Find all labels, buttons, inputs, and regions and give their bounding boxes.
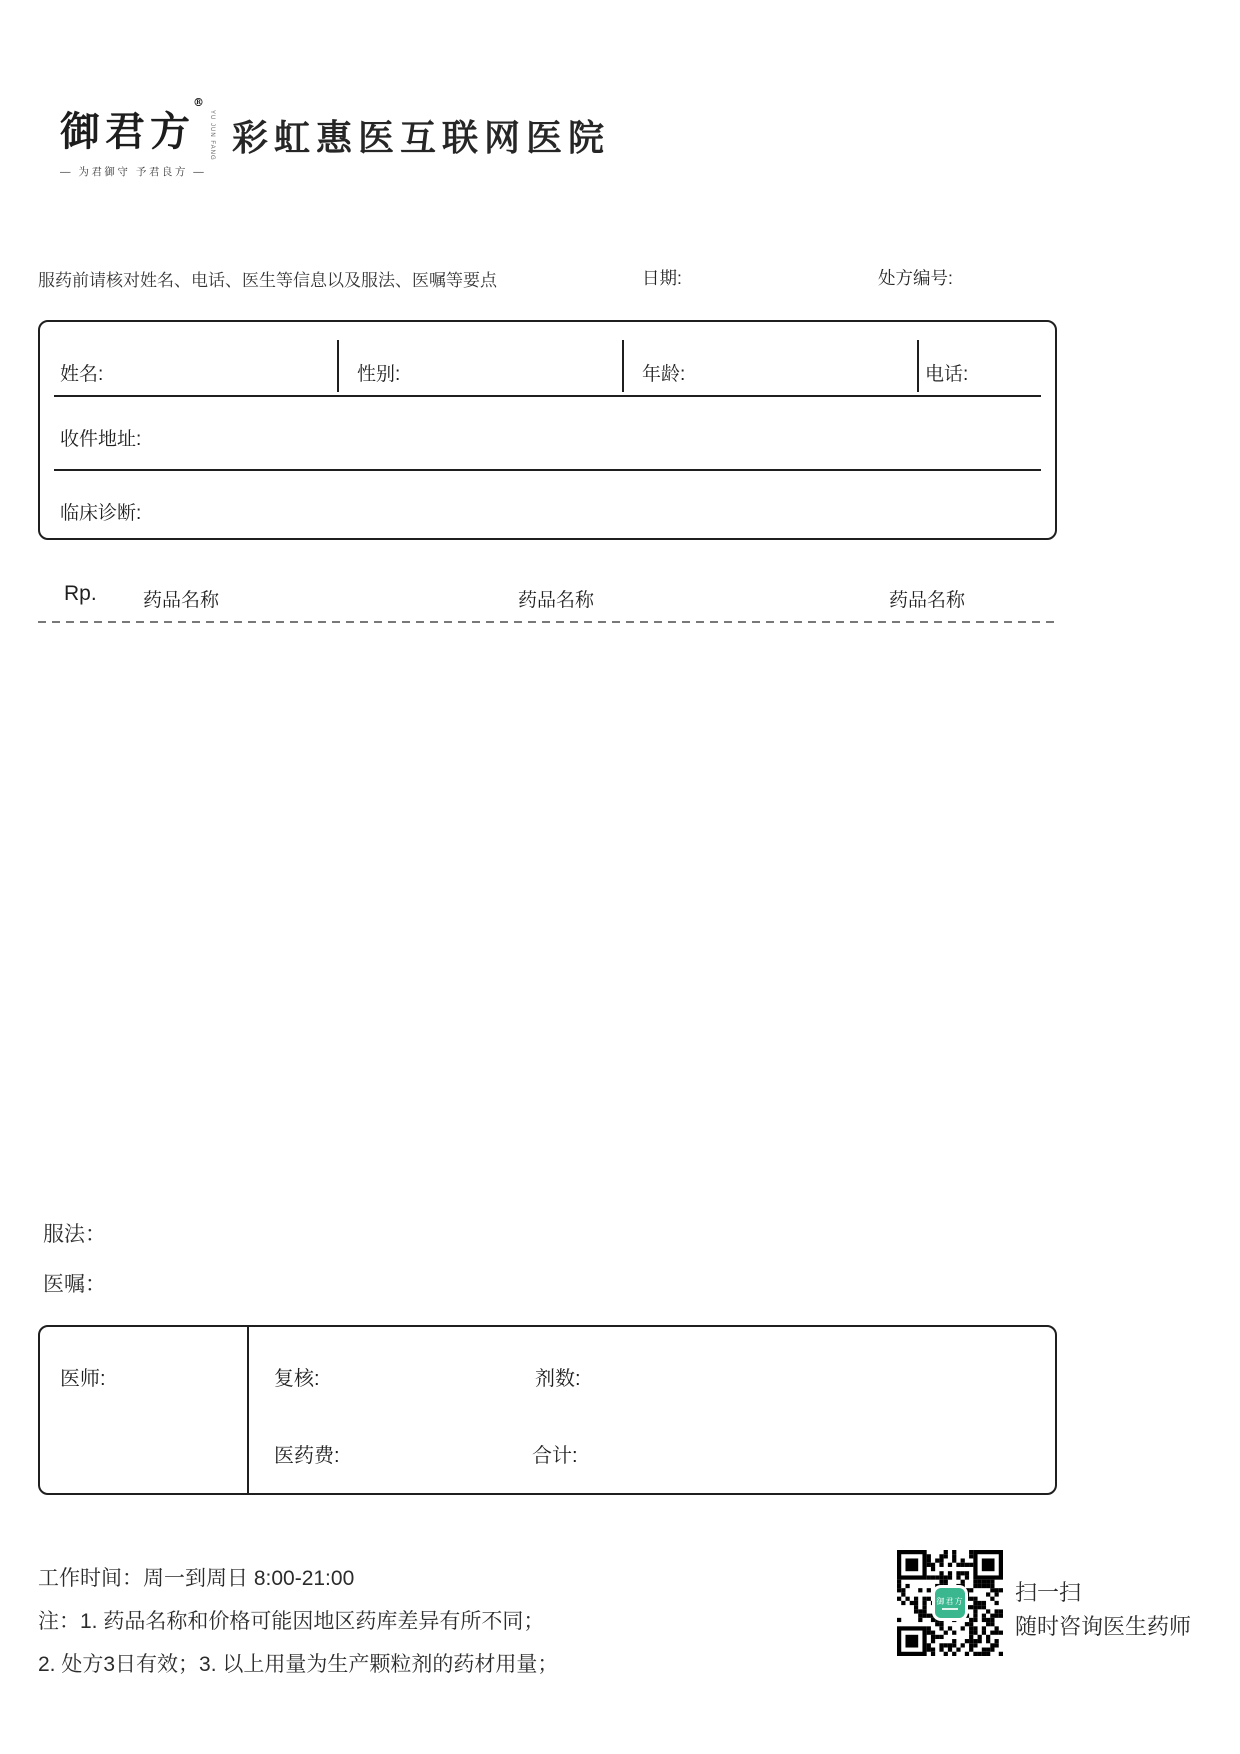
- drug-name-column-header: 药品名称: [889, 590, 966, 611]
- drug-name-column-header: 药品名称: [518, 590, 595, 611]
- patient-info-box: [38, 320, 1057, 540]
- column-divider: [337, 340, 339, 392]
- brand-logo: [60, 96, 215, 179]
- brand-logo-pinyin: YU JUN FANG: [209, 110, 215, 161]
- rp-label: Rp.: [64, 582, 97, 605]
- dashed-separator: [38, 621, 1057, 623]
- row-divider: [54, 469, 1041, 471]
- date-label: 日期:: [642, 268, 682, 288]
- column-divider: [247, 1325, 249, 1495]
- verification-notice: 服药前请核对姓名、电话、医生等信息以及服法、医嘱等要点: [38, 271, 497, 290]
- prescription-number-label: 处方编号:: [878, 268, 953, 288]
- total-label: 合计:: [532, 1445, 578, 1467]
- brand-tagline: — 为君御守 予君良方 —: [60, 166, 207, 178]
- dose-count-label: 剂数:: [535, 1368, 581, 1390]
- medicine-fee-label: 医药费:: [274, 1445, 340, 1467]
- drug-name-column-header: 药品名称: [143, 590, 220, 611]
- physician-label: 医师:: [60, 1368, 106, 1390]
- clinical-diagnosis-label: 临床诊断:: [60, 503, 142, 524]
- registered-trademark-icon: ®: [193, 96, 209, 109]
- patient-age-label: 年龄:: [642, 364, 686, 385]
- brand-logo-text: 御君方: [60, 108, 195, 155]
- patient-name-label: 姓名:: [60, 364, 104, 385]
- patient-phone-label: 电话:: [925, 364, 969, 385]
- brand-logo-wordmark: [60, 96, 215, 161]
- scan-caption: 扫一扫: [1015, 1580, 1082, 1605]
- row-divider: [54, 395, 1041, 397]
- review-label: 复核:: [274, 1368, 320, 1390]
- usage-label: 服法：: [43, 1223, 106, 1246]
- signature-fee-box: [38, 1325, 1057, 1495]
- note-line-1: 注：1. 药品名称和价格可能因地区药库差异有所不同；: [38, 1610, 545, 1633]
- qr-code: [897, 1550, 1003, 1656]
- qr-logo-underline: [942, 1608, 958, 1610]
- patient-gender-label: 性别:: [357, 364, 401, 385]
- note-line-2: 2. 处方3日有效；3. 以上用量为生产颗粒剂的药材用量；: [38, 1653, 559, 1676]
- column-divider: [622, 340, 624, 392]
- scan-subcaption: 随时咨询医生药师: [1015, 1614, 1192, 1639]
- working-hours: 工作时间：周一到周日 8:00-21:00: [38, 1567, 355, 1590]
- shipping-address-label: 收件地址:: [60, 429, 142, 450]
- qr-logo-text: 御君方: [936, 1596, 964, 1606]
- hospital-title: 彩虹惠医互联网医院: [232, 117, 611, 158]
- qr-center-logo: [935, 1588, 965, 1618]
- doctor-advice-label: 医嘱：: [43, 1273, 106, 1296]
- column-divider: [917, 340, 919, 392]
